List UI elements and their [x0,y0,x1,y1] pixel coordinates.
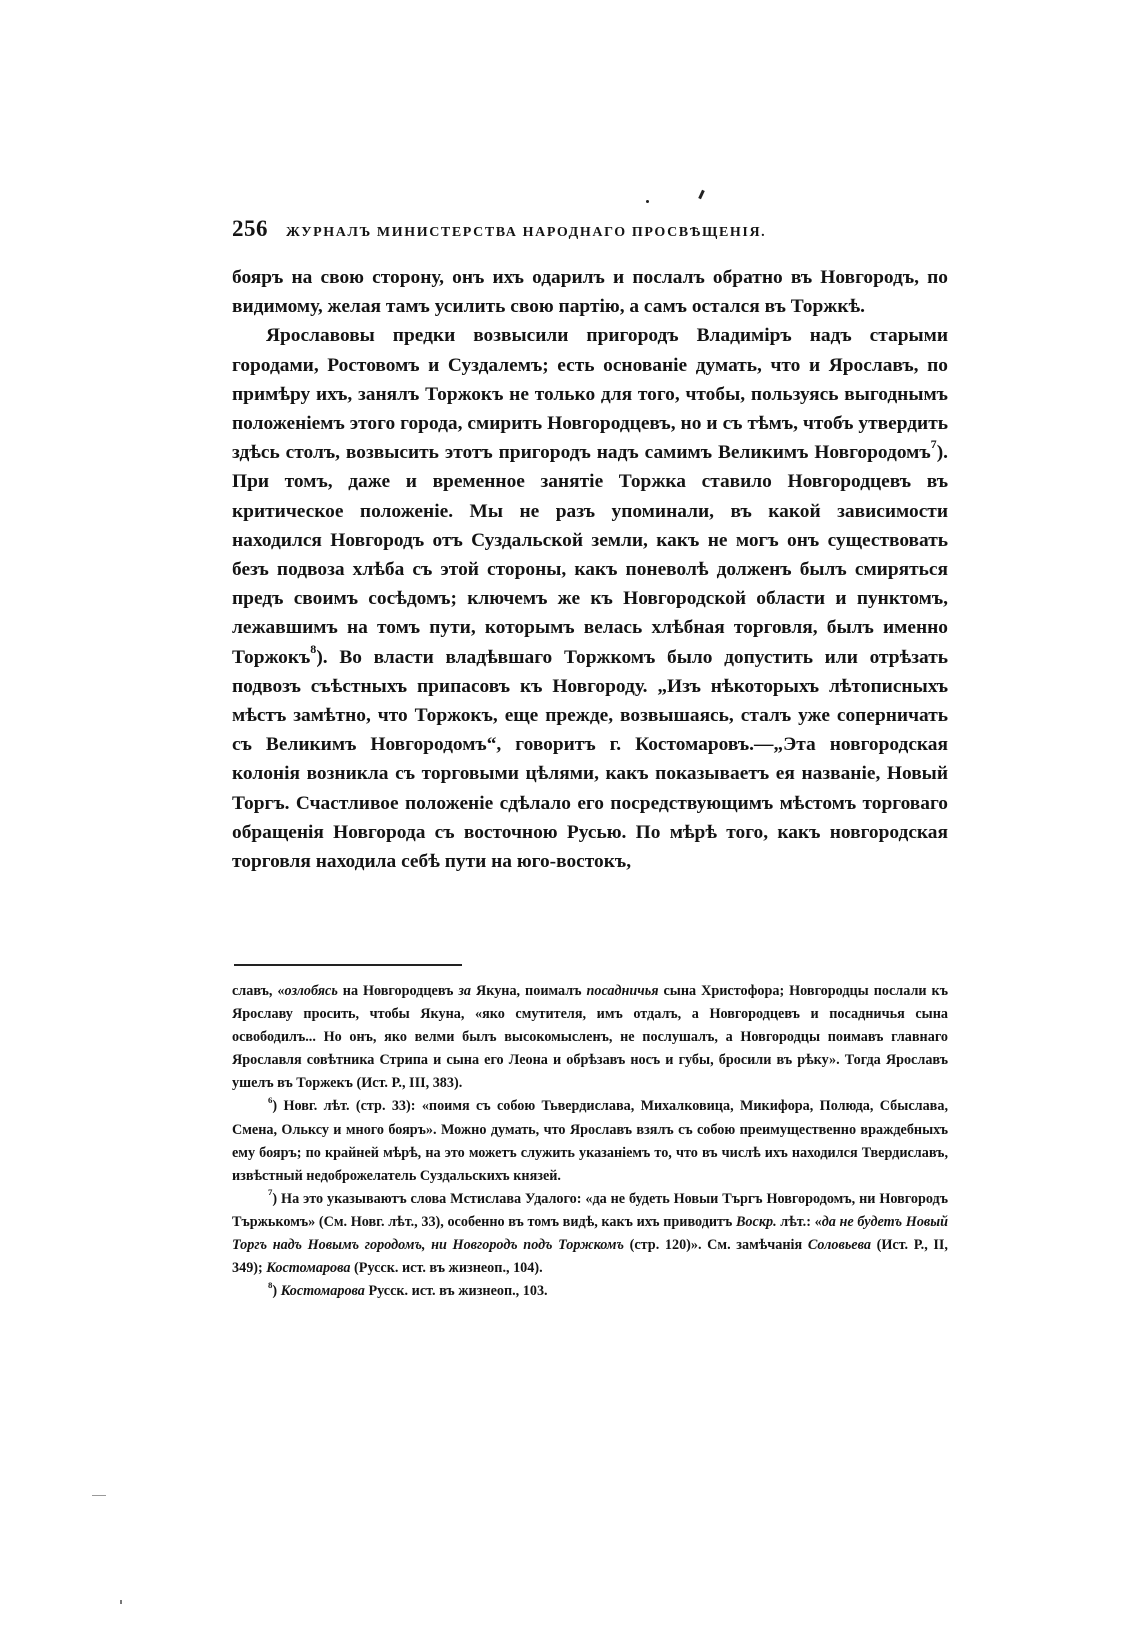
footnote-text: (Русск. ист. въ жизнеоп., 104). [350,1260,543,1277]
running-head: ЖУРНАЛЪ МИНИСТЕРСТВА НАРОДНАГО ПРОСВѢЩЕНІЯ. [286,225,767,240]
footnote-text: ) [272,1283,281,1300]
footnote-italic: Воскр. [735,1213,777,1230]
footnote-italic: да не будетъ Новый Торгъ надъ Новымъ городомъ, ни Новгородъ подъ Торжкомъ [232,1213,948,1254]
footnote-mark: 8 [268,1279,273,1290]
footnote-italic: посадничья [586,983,659,999]
footnotes [232,980,948,1303]
footnote-continuation [232,980,948,1095]
paragraph-1: бояръ на свою сторону, онъ ихъ одарилъ и послалъ обратно въ Новгородъ, по видимому, желая тамъ усилить свою партію, а самъ остался въ Торжкѣ. [232,267,948,318]
footnote-italic: озлобясь [284,983,338,999]
scan-speck [120,1600,122,1604]
footnote-italic: Костомарова [280,1283,365,1300]
page-number: 256 [232,216,268,241]
paragraph-2-part-a: Ярославовы предки возвысили пригородъ Владиміръ надъ старыми городами, Ростовомъ и Суздалемъ; есть основаніе думать, что и Ярославъ, по примѣру ихъ, занялъ Торжокъ не только для того, чтобы, пользуясь выгоднымъ положеніемъ этого города, смирить Новгородцевъ, но и съ тѣмъ, чтобъ утвердить здѣсь столъ, возвысить этотъ пригородъ надъ самимъ Великимъ Новгородомъ [232,325,948,464]
footnote-text: (Ист. Р., II, 349); [232,1237,948,1277]
footnote-italic: Костомарова [266,1260,351,1277]
footnote-italic: за [458,983,472,999]
page-header [232,216,840,242]
scan-speck [698,190,705,199]
footnote-text: Якуна, поималъ [471,983,587,999]
footnote-text: Русск. ист. въ жизнеоп., 103. [364,1283,548,1300]
footnote-text: на Новгородцевъ [337,983,459,999]
footnote-text: лѣт.: « [776,1213,822,1230]
footnote-mark: 6 [268,1094,273,1105]
paragraph-2 [232,321,948,876]
footnote-italic: Соловьева [807,1237,871,1254]
footnote-text: славъ, « [232,983,285,999]
footnote-text: сына Христофора; Новгородцы послали къ Ярославу просить, чтобы Якуна, «яко смутителя, имъ отдалъ, а Новгородцевъ и посадничья сына освободилъ... Но онъ, яко велми былъ высокомысленъ, не послушалъ, а Новгородцы поимавъ главнаго Ярославля совѣтника Стрипа и сына его Леона и обрѣзавъ носъ и губы, бросили въ рѣку». Тогда Ярославъ ушелъ въ Торжекъ (Ист. Р., III, 383). [232,983,948,1092]
footnote-mark: 7 [268,1187,273,1198]
paragraph-2-part-c: ). Во власти владѣвшаго Торжкомъ было допустить или отрѣзать подвозъ съѣстныхъ припасовъ къ Новгороду. „Изъ нѣкоторыхъ лѣтописныхъ мѣстъ замѣтно, что Торжокъ, еще прежде, возвышаясь, сталъ уже соперничать съ Великимъ Новгородомъ“, говоритъ г. Костомаровъ.—„Эта новгородская колонія возникла съ торговыми цѣлями, какъ показываетъ ея названіе, Новый Торгъ. Счастливое положеніе сдѣлало его посредствующимъ мѣстомъ торговаго обращенія Новгорода съ восточною Русью. По мѣрѣ того, какъ новгородская торговля находила себѣ пути на юго-востокъ, [232,646,948,873]
main-text [232,263,948,876]
footnote-text: (стр. 120)». См. замѣчанія [623,1237,808,1254]
scan-speck [646,200,649,203]
footnote-text: ) На это указываютъ слова Мстислава Удалого: «да не будеть Новыи Търгъ Новгородомъ, ни Новгородъ Тържькомъ» (См. Новг. лѣт., 33), особенно въ томъ видѣ, какъ ихъ приводитъ [232,1190,948,1230]
footnote-8 [232,1280,948,1303]
footnote-ref-7: 7 [930,437,937,452]
scan-speck [92,1495,106,1496]
footnote-6 [232,1095,948,1187]
footnote-text: ) Новг. лѣт. (стр. 33): «поимя съ собою Тьвердислава, Михалковица, Микифора, Полюда, Сбыслава, Смена, Ольксу и много бояръ». Можно думать, что Ярославъ взялъ съ собою преимущественно враждебныхъ ему бояръ; по крайней мѣрѣ, на это можетъ служить указаніемъ то, что въ числѣ ихъ находился Твердиславъ, извѣстный недоброжелатель Суздальскихъ князей. [232,1098,948,1184]
footnote-ref-8: 8 [310,641,317,656]
footnote-7 [232,1188,948,1280]
footnote-separator [234,964,462,966]
paragraph-2-part-b: ). При томъ, даже и временное занятіе Торжка ставило Новгородцевъ въ критическое положеніе. Мы не разъ упоминали, въ какой зависимости находился Новгородъ отъ Суздальской земли, какъ не могъ онъ существовать безъ подвоза хлѣба съ этой стороны, какъ поневолѣ долженъ былъ смиряться предъ своимъ сосѣдомъ; ключемъ же къ Новгородской области и пунктомъ, лежавшимъ на томъ пути, которымъ велась хлѣбная торговля, былъ именно Торжокъ [232,442,948,668]
